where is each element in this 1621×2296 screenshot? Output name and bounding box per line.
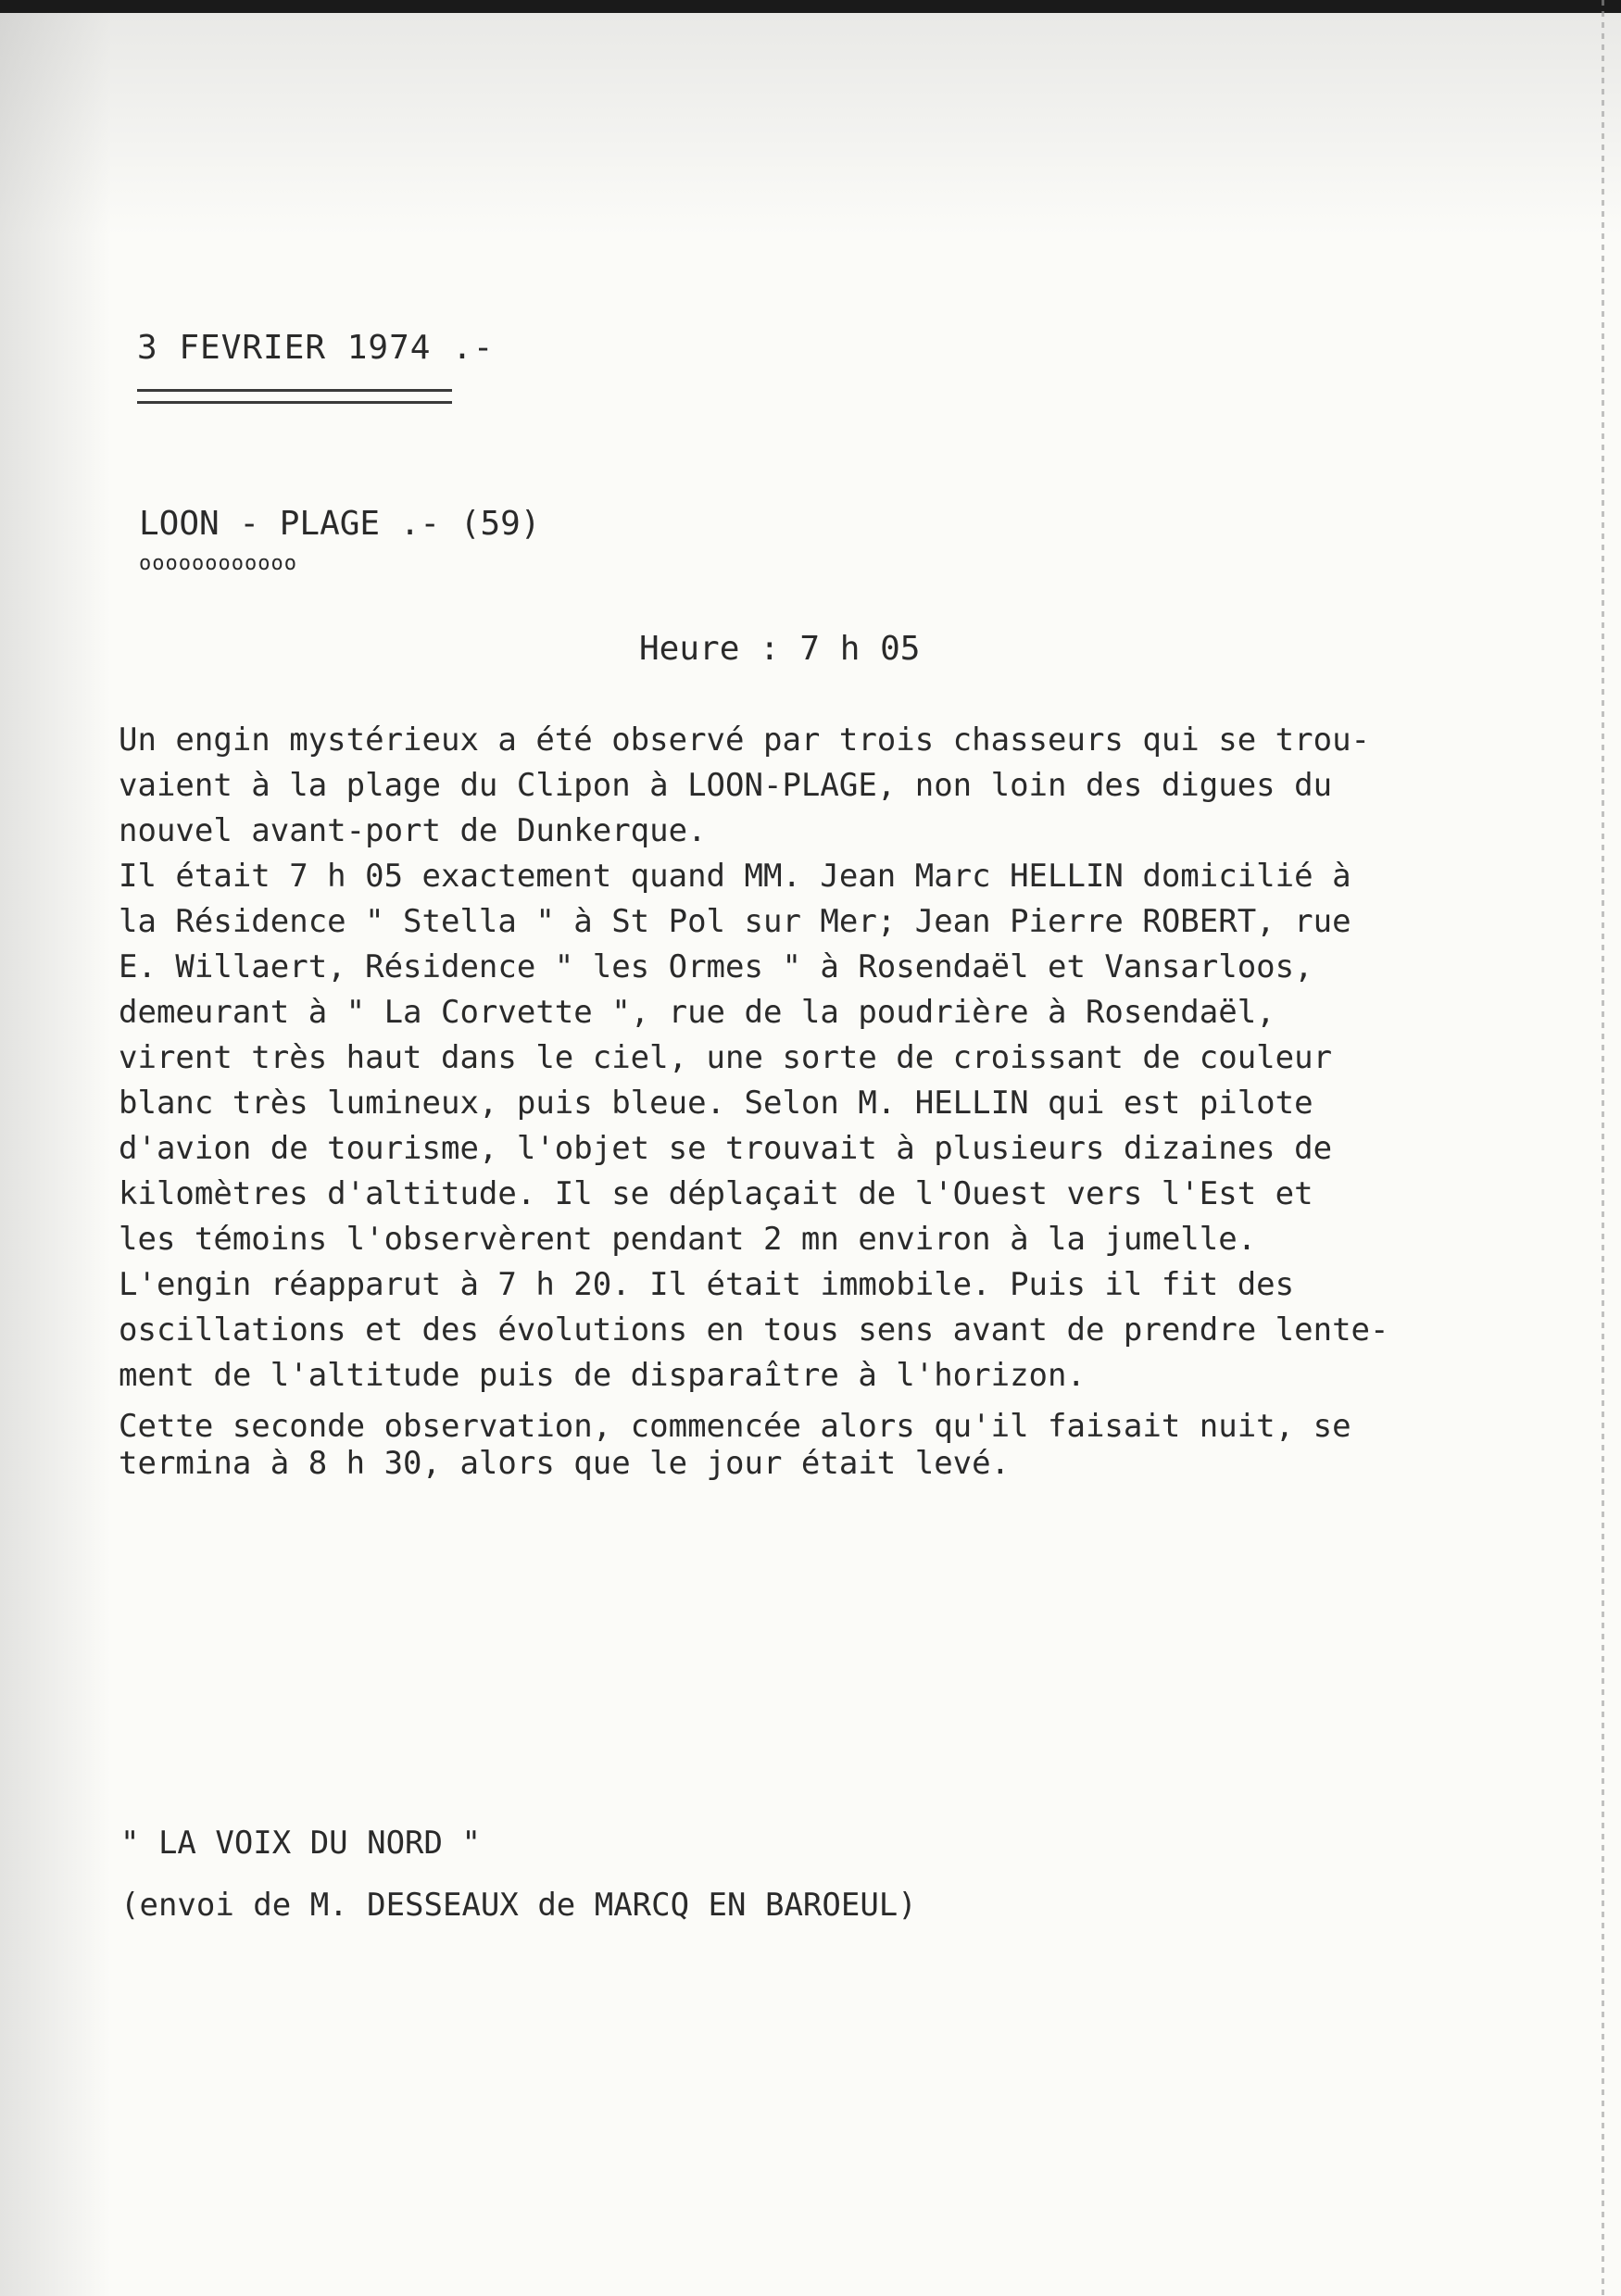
top-border: [0, 0, 1621, 13]
article-body: [119, 718, 1582, 1482]
date-underline: [137, 389, 452, 404]
location-heading: LOON - PLAGE .- (59): [139, 505, 541, 543]
paragraph-4: Cette seconde observation, commencée alors qu'il faisait nuit, se termina à 8 h 30, alors que le jour était levé.: [119, 1408, 1351, 1482]
paragraph-2: Il était 7 h 05 exactement quand MM. Jean Marc HELLIN domicilié à la Résidence " Stella " à St Pol sur Mer; Jean Pierre ROBERT, rue E. Willaert, Résidence " les Ormes " à Rosendaël et Vansarloos, demeurant à " La Corvette ", rue de la poudrière à Rosendaël, virent très haut dans le ciel, une sorte de croissant de couleur blanc très lumineux, puis bleue. Selon M. HELLIN qui est pilote d'avion de tourisme, l'objet se trouvait à plusieurs dizaines de kilomètres d'altitude. Il se déplaçait de l'Ouest vers l'Est et les témoins l'observèrent pendant 2 mn environ à la jumelle.: [119, 858, 1351, 1258]
page-edge: [1602, 0, 1604, 2296]
sender-note: (envoi de M. DESSEAUX de MARCQ EN BAROEUL): [120, 1887, 917, 1924]
scan-shading-top: [0, 13, 1621, 235]
time-line: Heure : 7 h 05: [639, 630, 921, 668]
location-underline: oooooooooooo: [139, 552, 297, 575]
paragraph-3: L'engin réapparut à 7 h 20. Il était immobile. Puis il fit des oscillations et des évolutions en tous sens avant de prendre lente- ment de l'altitude puis de disparaître à l'horizon.: [119, 1266, 1389, 1394]
scan-shading-left: [0, 0, 111, 2296]
paragraph-1: Un engin mystérieux a été observé par trois chasseurs qui se trou- vaient à la plage du Clipon à LOON-PLAGE, non loin des digues du nouvel avant-port de Dunkerque.: [119, 721, 1371, 849]
source-newspaper: " LA VOIX DU NORD ": [120, 1825, 481, 1862]
date-heading: 3 FEVRIER 1974 .-: [137, 329, 495, 367]
